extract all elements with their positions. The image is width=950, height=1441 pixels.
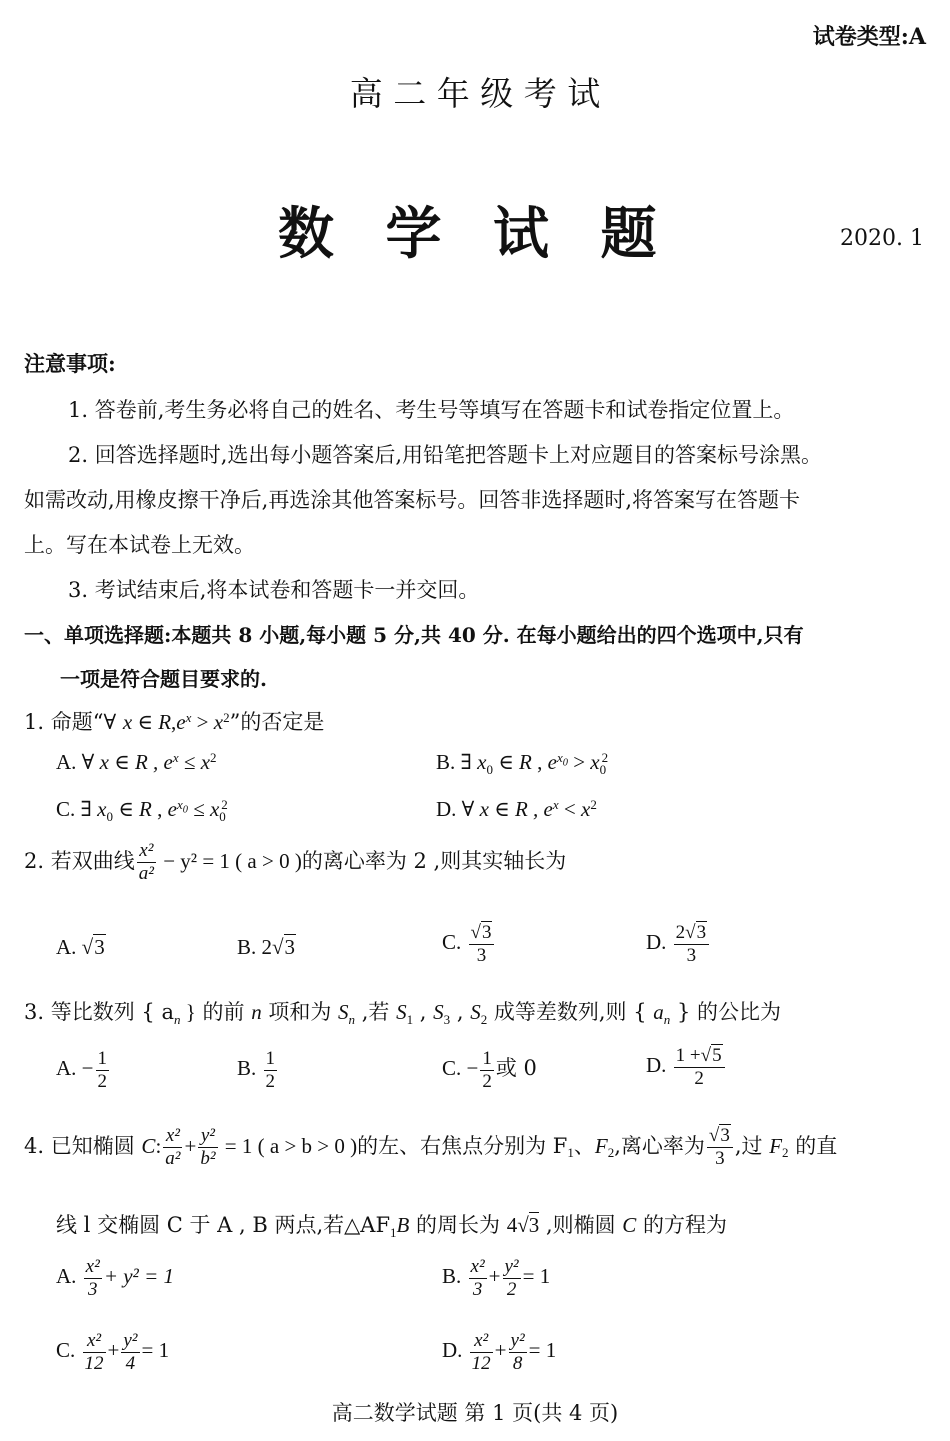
question-4-option-b[interactable]: B. $\frac{\text{x²}}{3}$ + $\frac{\text{y²}}{2}$ = 1 bbox=[442, 1256, 551, 1300]
notice-item-2-line-3: 上。写在本试卷上无效。 bbox=[24, 533, 255, 557]
section-1-heading: 一、单项选择题:本题共 8 小题,每小题 5 分,共 40 分. 在每小题给出的四个选项中,只有 bbox=[24, 623, 804, 647]
question-number: 3. bbox=[24, 1000, 45, 1024]
question-2-option-a[interactable]: A. √3 bbox=[56, 935, 105, 959]
notice-item-2-line-1: 2. 回答选择题时,选出每小题答案后,用铅笔把答题卡上对应题目的答案标号涂黑。 bbox=[68, 443, 823, 467]
question-4-option-a[interactable]: A. $\frac{\text{x²}}{3}$ + y² = 1 bbox=[56, 1256, 175, 1300]
question-4-line-2: 线 l 交椭圆 C 于 A , B 两点,若$\triangle AF_1B$ 的周长为 4√3 ,则椭圆 C 的方程为 bbox=[56, 1213, 727, 1240]
question-number: 2. bbox=[24, 848, 45, 873]
question-1-option-b[interactable]: B. ∃ $x_0$ ∈ R , $e^{x_0} > x_0^2$ bbox=[436, 749, 609, 777]
subject-title: 数 学 试 题 bbox=[278, 201, 673, 267]
notice-item-3: 3. 考试结束后,将本试卷和答题卡一并交回。 bbox=[68, 578, 480, 602]
question-3: 3. 等比数列 { $a_n$ } 的前 n 项和为 $S_n$ ,若 $S_1$ , $S_3$ , $S_2$ 成等差数列,则 { $a_n$ } 的公比为 bbox=[24, 1000, 781, 1027]
question-1: 1. 命题“∀ x ∈ $R,e^x > x^2$”的否定是 bbox=[24, 709, 325, 734]
exam-date: 2020. 1 bbox=[840, 226, 924, 251]
question-3-option-c[interactable]: C. − $\frac{1}{2}$ 或 0 bbox=[442, 1048, 537, 1092]
notice-item-1: 1. 答卷前,考生务必将自己的姓名、考生号等填写在答题卡和试卷指定位置上。 bbox=[68, 398, 795, 422]
question-1-option-d[interactable]: D. ∀ x ∈ R , $e^x < x^2$ bbox=[436, 796, 597, 821]
question-4: 4. 已知椭圆 C: $\frac{\text{x²}}{\text{a²}}$ + $\frac{\text{y²}}{\text{b²}}$ = 1 ( a > b > 0 )的左、右焦点分别为 $F_1$、$F_2$,离心率为 $\frac{√3}{3}$ ,过 $F_2$ 的直 bbox=[24, 1125, 838, 1169]
question-2-option-c[interactable]: C. $\frac{√3}{3}$ bbox=[442, 922, 496, 967]
section-1-heading-cont: 一项是符合题目要求的. bbox=[60, 667, 267, 691]
question-4-option-d[interactable]: D. $\frac{\text{x²}}{12}$ + $\frac{\text{y²}}{8}$ = 1 bbox=[442, 1330, 557, 1374]
question-3-option-d[interactable]: D. $\frac{1 +√5}{2}$ bbox=[646, 1045, 727, 1090]
question-1-option-a[interactable]: A. ∀ x ∈ R , $e^x \le x^2$ bbox=[56, 749, 217, 774]
exam-title: 高 二 年 级 考 试 bbox=[349, 74, 601, 113]
question-number: 1. bbox=[24, 710, 45, 734]
question-2: 2. 若双曲线 $\frac{\text{x²}}{\text{a²}}$ − y² = 1 ( a > 0 )的离心率为 2 ,则其实轴长为 bbox=[24, 840, 567, 884]
question-3-option-a[interactable]: A. − $\frac{1}{2}$ bbox=[56, 1048, 108, 1092]
question-number: 4. bbox=[24, 1133, 45, 1158]
question-1-option-c[interactable]: C. ∃ $x_0$ ∈ R , $e^{x_0} \le x_0^2$ bbox=[56, 796, 228, 824]
page-footer: 高二数学试题 第 1 页(共 4 页) bbox=[331, 1401, 619, 1425]
question-2-option-d[interactable]: D. $\frac{2√3}{3}$ bbox=[646, 922, 711, 967]
notice-title: 注意事项: bbox=[24, 351, 116, 376]
paper-type: 试卷类型:A bbox=[812, 24, 926, 50]
question-3-option-b[interactable]: B. $\frac{1}{2}$ bbox=[237, 1048, 276, 1092]
question-2-option-b[interactable]: B. 2√3 bbox=[237, 935, 296, 959]
question-4-option-c[interactable]: C. $\frac{\text{x²}}{12}$ + $\frac{\text{y²}}{4}$ = 1 bbox=[56, 1330, 170, 1374]
notice-item-2-line-2: 如需改动,用橡皮擦干净后,再选涂其他答案标号。回答非选择题时,将答案写在答题卡 bbox=[24, 488, 801, 512]
